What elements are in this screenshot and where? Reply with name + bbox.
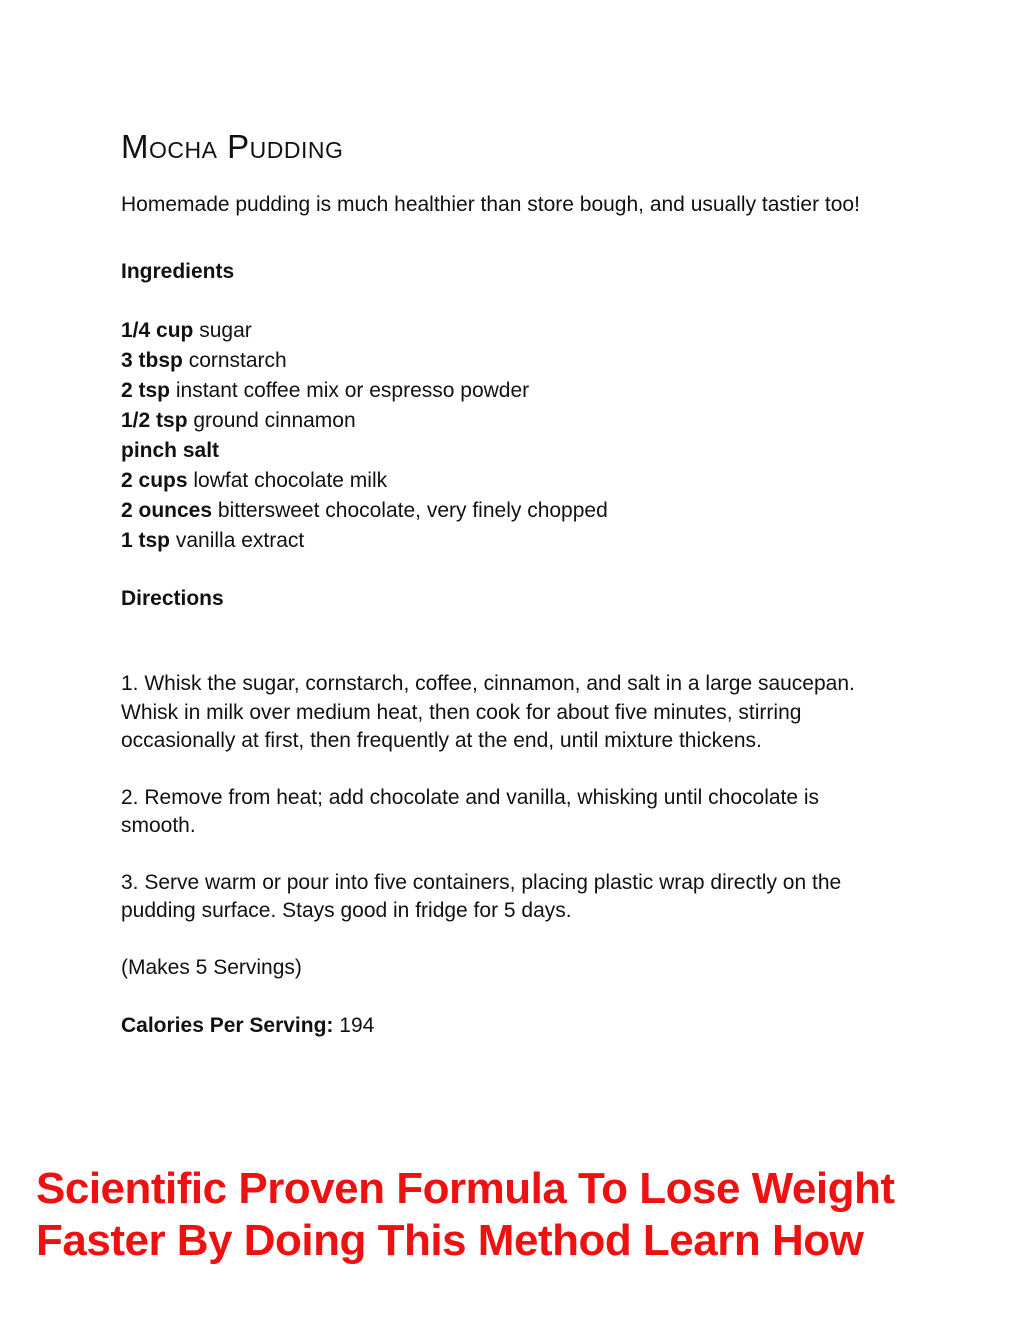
ingredients-heading: Ingredients (121, 260, 235, 283)
ingredient-item (121, 346, 921, 376)
ingredient-name: ground cinnamon (193, 409, 356, 432)
ingredient-name: lowfat chocolate milk (193, 469, 388, 492)
ingredient-quantity: 2 cups (121, 469, 188, 492)
ingredient-quantity: 1/2 tsp (121, 409, 188, 432)
direction-step: 1. Whisk the sugar, cornstarch, coffee, cinnamon, and salt in a large saucepan. Whisk in milk over medium heat, then cook for about five minutes, stirring occasionally at first, then frequently at the end, until mixture thickens. (121, 672, 855, 752)
direction-steps (121, 670, 921, 926)
directions-heading: Directions (121, 587, 224, 610)
ingredient-list (121, 316, 921, 556)
ingredient-name: instant coffee mix or espresso powder (175, 379, 530, 402)
servings-note: (Makes 5 Servings) (121, 955, 302, 979)
ingredient-item (121, 316, 921, 346)
calories-value: 194 (339, 1013, 375, 1037)
ingredient-quantity: 1 tsp (121, 529, 171, 552)
ingredient-item (121, 436, 921, 466)
calories-label: Calories Per Serving: (121, 1013, 334, 1037)
ingredient-quantity: 3 tbsp (121, 349, 183, 372)
recipe-title: Mocha Pudding (121, 128, 344, 165)
ingredient-name: cornstarch (188, 349, 287, 372)
ingredient-item (121, 466, 921, 496)
recipe-content (121, 124, 921, 1040)
ingredient-quantity: 2 ounces (121, 499, 213, 522)
calories-line (121, 1012, 921, 1040)
direction-step: 3. Serve warm or pour into five containers, placing plastic wrap directly on the pudding surface. Stays good in fridge for 5 days. (121, 870, 842, 922)
promo-banner-text[interactable]: Scientific Proven Formula To Lose Weight Faster By Doing This Method Learn How (36, 1164, 895, 1265)
recipe-intro: Homemade pudding is much healthier than store bough, and usually tastier too! (121, 193, 860, 216)
ingredient-item (121, 526, 921, 556)
direction-step: 2. Remove from heat; add chocolate and vanilla, whisking until chocolate is smooth. (121, 785, 820, 837)
ingredient-item (121, 376, 921, 406)
ingredient-name: vanilla extract (175, 529, 305, 552)
ingredient-name: sugar (199, 319, 252, 342)
ingredient-quantity: 2 tsp (121, 379, 171, 402)
ingredient-item (121, 406, 921, 436)
ingredient-item (121, 496, 921, 526)
ingredient-name: bittersweet chocolate, very finely chopped (217, 499, 608, 522)
ingredient-quantity: pinch salt (121, 439, 220, 462)
ingredient-quantity: 1/4 cup (121, 319, 194, 342)
